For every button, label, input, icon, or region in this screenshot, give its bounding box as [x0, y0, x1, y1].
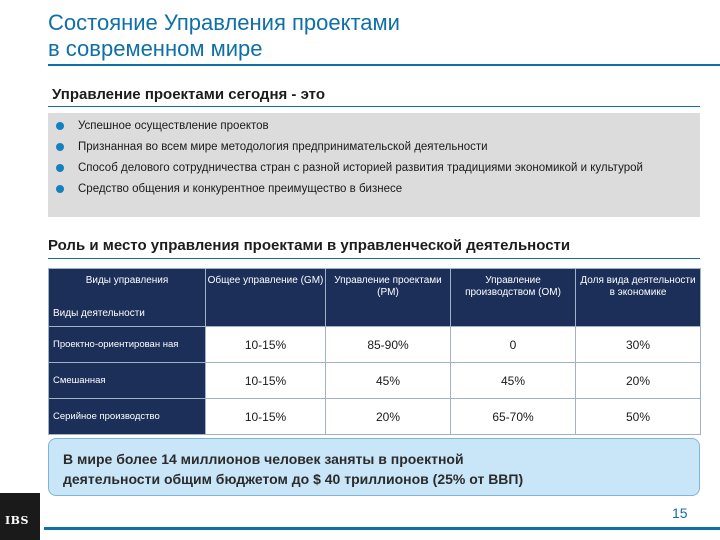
table-cell: 20% — [576, 363, 701, 399]
bullet-list — [48, 113, 700, 196]
bullet-item — [48, 119, 690, 133]
table-cell: 45% — [326, 363, 451, 399]
callout-box — [48, 438, 700, 496]
section2-heading: Роль и место управления проектами в управленческой деятельности — [48, 237, 571, 254]
bullet-box — [48, 113, 700, 217]
table-cell: 20% — [326, 399, 451, 435]
callout-line1: В мире более 14 миллионов человек заняты в проектной — [63, 451, 464, 467]
page-number: 15 — [672, 505, 688, 521]
section1-heading: Управление проектами сегодня - это — [52, 86, 325, 103]
column-header: Управление производством (OM) — [451, 269, 576, 327]
table-cell: 50% — [576, 399, 701, 435]
table-row — [49, 399, 701, 435]
column-header: Общее управление (GM) — [206, 269, 326, 327]
table-cell: 10-15% — [206, 327, 326, 363]
footer-divider — [44, 527, 720, 530]
page-title-line2: в современном мире — [48, 36, 263, 61]
table-row — [49, 327, 701, 363]
section2-divider — [48, 258, 700, 259]
bullet-dot-icon — [56, 185, 64, 193]
bullet-dot-icon — [56, 143, 64, 151]
row-header: Смешанная — [49, 363, 206, 399]
bullet-item — [48, 161, 690, 175]
ibs-logo — [0, 493, 40, 540]
table-cell: 45% — [451, 363, 576, 399]
table-corner-cell — [49, 269, 206, 327]
bullet-text: Средство общения и конкурентное преимущество в бизнесе — [78, 183, 403, 195]
column-header: Управление проектами (PM) — [326, 269, 451, 327]
corner-column-label: Виды управления — [85, 275, 169, 286]
corner-row-label: Виды деятельности — [53, 308, 145, 319]
bullet-item — [48, 182, 690, 196]
page-title — [48, 10, 400, 62]
page-title-line1: Состояние Управления проектами — [48, 10, 400, 35]
table-cell: 30% — [576, 327, 701, 363]
table-cell: 65-70% — [451, 399, 576, 435]
bullet-dot-icon — [56, 122, 64, 130]
table-cell: 10-15% — [206, 399, 326, 435]
row-header: Серийное производство — [49, 399, 206, 435]
logo-text: IBS — [5, 514, 29, 527]
column-header: Доля вида деятельности в экономике — [576, 269, 701, 327]
bullet-dot-icon — [56, 164, 64, 172]
section1-divider — [48, 106, 700, 107]
table-cell: 10-15% — [206, 363, 326, 399]
callout-line2: деятельности общим бюджетом до $ 40 триллионов (25% от ВВП) — [63, 471, 524, 487]
bullet-text: Способ делового сотрудничества стран с разной историей развития традициями экономикой и культурой — [78, 162, 643, 174]
bullet-text: Признанная во всем мире методология предпринимательской деятельности — [78, 141, 488, 153]
row-header: Проектно-ориентирован ная — [49, 327, 206, 363]
table-header-row — [49, 269, 701, 327]
bullet-text: Успешное осуществление проектов — [78, 120, 269, 132]
bullet-item — [48, 140, 690, 154]
management-table — [48, 268, 701, 435]
title-divider — [48, 64, 720, 66]
table-cell: 0 — [451, 327, 576, 363]
table-row — [49, 363, 701, 399]
table-cell: 85-90% — [326, 327, 451, 363]
